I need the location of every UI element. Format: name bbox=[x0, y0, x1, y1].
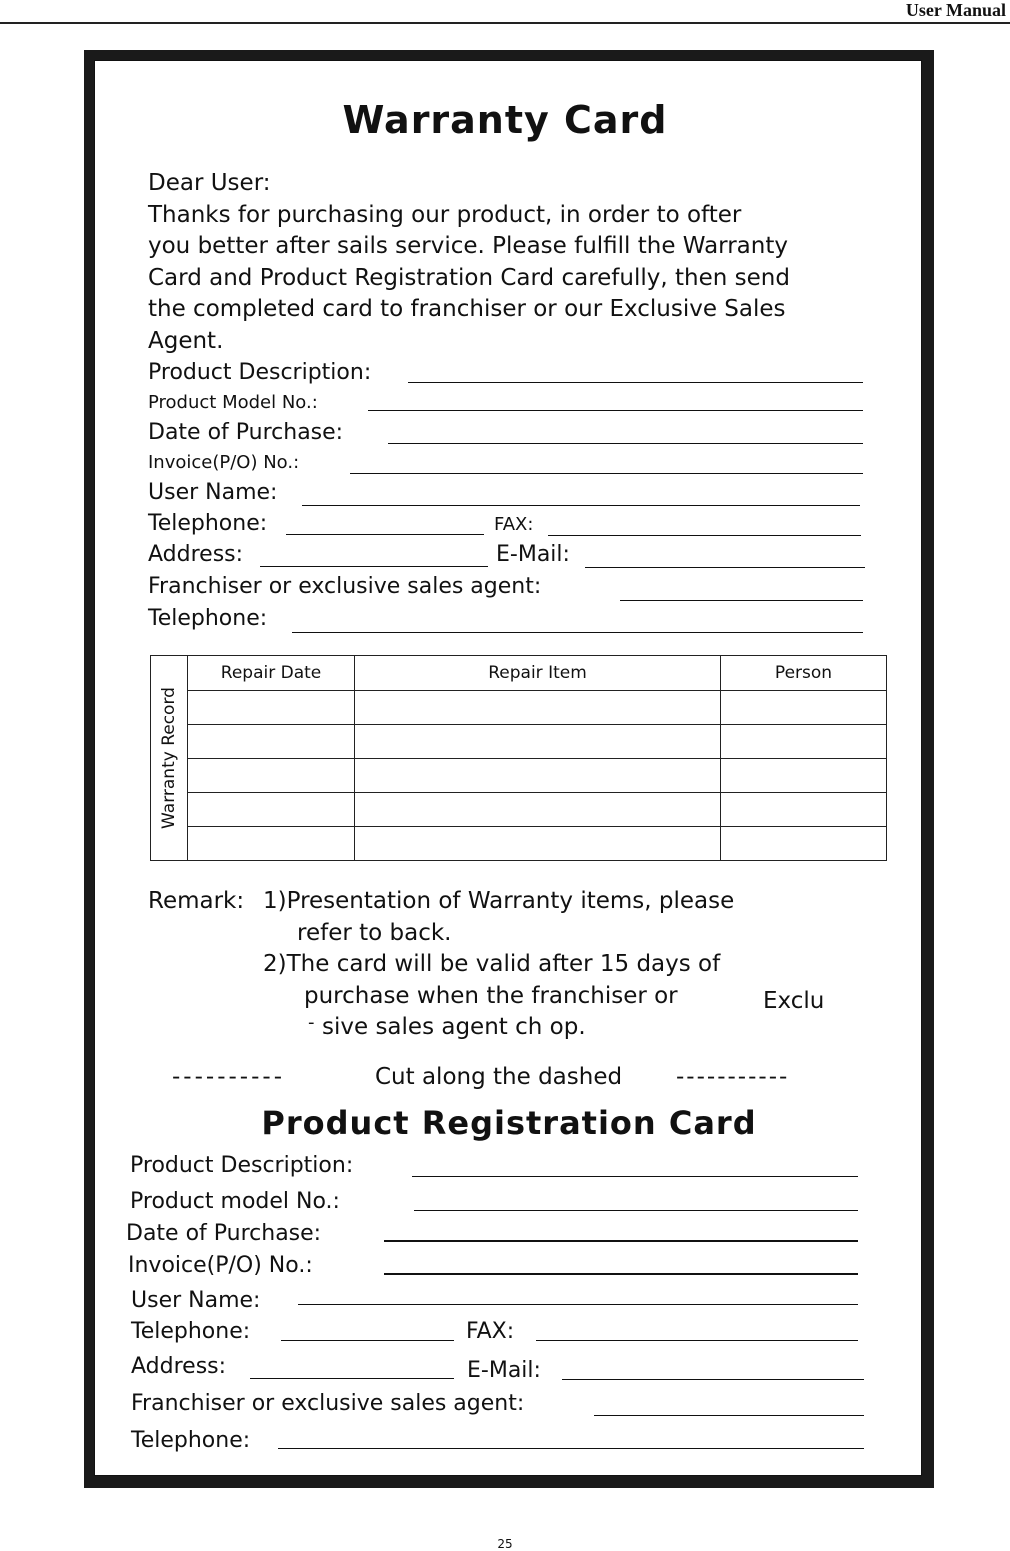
wc-fax-label: FAX: bbox=[494, 514, 534, 535]
wc-product-description-label: Product Description: bbox=[148, 360, 372, 385]
table-cell[interactable] bbox=[721, 725, 887, 759]
intro-line: you better after sails service. Please fulfill the Warranty bbox=[148, 233, 788, 260]
rc-fax-label: FAX: bbox=[466, 1319, 515, 1344]
wc-franchiser-label: Franchiser or exclusive sales agent: bbox=[148, 574, 542, 599]
warranty-record-label: Warranty Record bbox=[159, 687, 179, 829]
registration-card-title: Product Registration Card bbox=[261, 1104, 757, 1142]
table-cell[interactable] bbox=[188, 793, 355, 827]
table-row bbox=[151, 725, 887, 759]
table-row bbox=[151, 793, 887, 827]
rc-product-description-field[interactable] bbox=[412, 1176, 858, 1177]
rc-date-of-purchase-label: Date of Purchase: bbox=[126, 1221, 322, 1246]
intro-line: Agent. bbox=[148, 327, 224, 354]
wc-telephone2-label: Telephone: bbox=[148, 606, 268, 631]
wc-telephone-field[interactable] bbox=[286, 534, 484, 535]
table-cell[interactable] bbox=[355, 691, 721, 725]
rc-email-field[interactable] bbox=[562, 1379, 864, 1380]
table-cell[interactable] bbox=[355, 827, 721, 861]
wc-product-model-label: Product Model No.: bbox=[148, 392, 318, 413]
table-cell[interactable] bbox=[355, 759, 721, 793]
warranty-intro bbox=[148, 168, 888, 358]
table-cell[interactable] bbox=[355, 725, 721, 759]
rc-invoice-label: Invoice(P/O) No.: bbox=[128, 1253, 313, 1278]
table-cell[interactable] bbox=[188, 759, 355, 793]
wc-fax-field[interactable] bbox=[548, 535, 861, 536]
rc-address-label: Address: bbox=[131, 1354, 227, 1379]
wc-email-field[interactable] bbox=[585, 567, 865, 568]
wc-telephone2-field[interactable] bbox=[292, 632, 863, 633]
wc-invoice-label: Invoice(P/O) No.: bbox=[148, 452, 300, 473]
intro-line: the completed card to franchiser or our Exclusive Sales bbox=[148, 296, 786, 323]
intro-line: Thanks for purchasing our product, in order to ofter bbox=[148, 201, 742, 228]
wc-date-of-purchase-field[interactable] bbox=[388, 443, 863, 444]
rc-product-model-label: Product model No.: bbox=[130, 1189, 340, 1214]
table-row bbox=[151, 759, 887, 793]
warranty-record-table bbox=[150, 655, 887, 861]
rc-address-field[interactable] bbox=[250, 1378, 454, 1379]
wc-address-label: Address: bbox=[148, 542, 244, 567]
wc-user-name-label: User Name: bbox=[148, 480, 278, 505]
intro-line: Card and Product Registration Card carefully, then send bbox=[148, 264, 790, 291]
wc-product-description-field[interactable] bbox=[408, 382, 863, 383]
remark-item2-line1: 2)The card will be valid after 15 days of bbox=[263, 951, 721, 977]
table-cell[interactable] bbox=[188, 725, 355, 759]
table-cell[interactable] bbox=[188, 827, 355, 861]
table-cell[interactable] bbox=[355, 793, 721, 827]
rc-user-name-label: User Name: bbox=[131, 1288, 261, 1313]
rc-email-label: E-Mail: bbox=[467, 1358, 541, 1383]
warranty-record-side-cell bbox=[151, 656, 188, 861]
cut-dashes-right: ----------- bbox=[676, 1064, 790, 1090]
rc-telephone-field[interactable] bbox=[281, 1340, 454, 1341]
warranty-card-title: Warranty Card bbox=[342, 98, 668, 142]
wc-invoice-field[interactable] bbox=[350, 473, 863, 474]
page-number: 25 bbox=[497, 1537, 513, 1551]
header-person: Person bbox=[721, 656, 887, 691]
header-divider bbox=[0, 22, 1010, 24]
rc-telephone2-field[interactable] bbox=[278, 1448, 864, 1449]
remark-hyphen: - bbox=[308, 1012, 315, 1033]
table-row bbox=[151, 691, 887, 725]
wc-email-label: E-Mail: bbox=[496, 542, 570, 567]
wc-date-of-purchase-label: Date of Purchase: bbox=[148, 420, 344, 445]
remark-item2-line3: sive sales agent ch op. bbox=[322, 1014, 586, 1040]
table-row bbox=[151, 827, 887, 861]
rc-user-name-field[interactable] bbox=[298, 1304, 858, 1305]
rc-fax-field[interactable] bbox=[536, 1340, 858, 1341]
remark-label: Remark: bbox=[148, 888, 245, 914]
remark-item2-line2: purchase when the franchiser or bbox=[304, 983, 678, 1009]
wc-telephone-label: Telephone: bbox=[148, 511, 268, 536]
table-cell[interactable] bbox=[721, 759, 887, 793]
rc-product-description-label: Product Description: bbox=[130, 1153, 354, 1178]
remark-item1-line1: 1)Presentation of Warranty items, please bbox=[263, 888, 735, 914]
remark-item2-line2-tail: Exclu bbox=[763, 988, 825, 1014]
cut-line-text: Cut along the dashed bbox=[375, 1064, 623, 1090]
greeting: Dear User: bbox=[148, 170, 271, 196]
table-cell[interactable] bbox=[721, 793, 887, 827]
rc-product-model-field[interactable] bbox=[414, 1210, 858, 1211]
wc-product-model-field[interactable] bbox=[368, 410, 863, 411]
remark-item1-line2: refer to back. bbox=[297, 920, 452, 946]
rc-date-of-purchase-field[interactable] bbox=[384, 1240, 858, 1242]
header-title: User Manual bbox=[905, 0, 1006, 20]
table-cell[interactable] bbox=[188, 691, 355, 725]
wc-user-name-field[interactable] bbox=[302, 505, 860, 506]
rc-telephone-label: Telephone: bbox=[131, 1319, 251, 1344]
cut-dashes-left: ---------- bbox=[172, 1064, 285, 1090]
rc-telephone2-label: Telephone: bbox=[131, 1428, 251, 1453]
table-cell[interactable] bbox=[721, 827, 887, 861]
wc-address-field[interactable] bbox=[260, 566, 488, 567]
header-repair-item: Repair Item bbox=[355, 656, 721, 691]
wc-franchiser-field[interactable] bbox=[620, 600, 863, 601]
rc-invoice-field[interactable] bbox=[384, 1273, 858, 1275]
rc-franchiser-label: Franchiser or exclusive sales agent: bbox=[131, 1391, 525, 1416]
header-repair-date: Repair Date bbox=[188, 656, 355, 691]
rc-franchiser-field[interactable] bbox=[594, 1415, 864, 1416]
table-cell[interactable] bbox=[721, 691, 887, 725]
